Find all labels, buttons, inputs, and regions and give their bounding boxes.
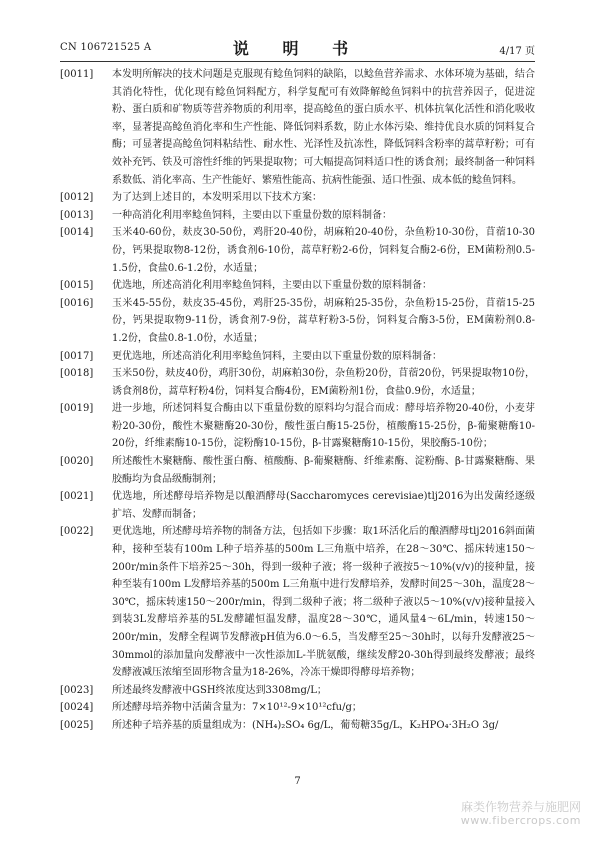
paragraph-text: 进一步地，所述饲料复合酶由以下重量份数的原料均匀混合而成：酵母培养物20-40份，小麦芽粉20-30份，酸性木聚糖酶20-30份，酸性蛋白酶15-25份，植酸酶15-25份，β-葡聚糖酶10-20份，纤维素酶10-15份，淀粉酶10-15份，β-甘露聚糖酶10-15份，果胶酶5-10份； bbox=[112, 403, 535, 450]
paragraph bbox=[60, 365, 535, 400]
paragraph bbox=[60, 207, 535, 225]
paragraph-number: [0016] bbox=[60, 297, 94, 309]
document-title: 说 明 书 bbox=[232, 39, 363, 58]
paragraph-text: 更优选地，所述高消化利用率鲶鱼饲料，主要由以下重量份数的原料制备： bbox=[112, 350, 442, 362]
paragraph-text: 优选地，所述酵母培养物是以酿酒酵母(Saccharomyces cerevisiae)tlj2016为出发菌经逐级扩培、发酵而制备； bbox=[112, 491, 535, 520]
paragraph bbox=[60, 453, 535, 488]
paragraph-number: [0025] bbox=[60, 719, 94, 731]
paragraph-number: [0020] bbox=[60, 456, 94, 468]
paragraph bbox=[60, 295, 535, 348]
page-indicator: 4/17 页 bbox=[499, 46, 535, 57]
paragraph-number: [0024] bbox=[60, 702, 94, 714]
paragraph-number: [0017] bbox=[60, 350, 94, 362]
paragraph-text: 本发明所解决的技术问题是克服现有鲶鱼饲料的缺陷，以鲶鱼营养需求、水体环境为基础，结合其消化特性，优化现有鲶鱼饲料配方，科学复配可有效降解鲶鱼饲料中的抗营养因子，促进淀粉、蛋白质和矿物质等营养物质的利用率，提高鲶鱼的蛋白质水平、机体抗氧化活性和消化吸收率，显著提高鲶鱼消化率和生产性能、降低饲料系数，防止水体污染、维持优良水质的饲料复合酶；可显著提高鲶鱼饲料粘结性、耐水性、光泽性及抗冻性，降低饲料含粉率的蒿草籽粉；可有效补充钙、铁及可溶性纤维的钙果提取物；可大幅提高饲料适口性的诱食剂；最终制备一种饲料系数低、消化率高、生产性能好、繁殖性能高、抗病性能强、适口性强、成本低的鲶鱼饲料。 bbox=[112, 69, 535, 186]
paragraph-text: 所述酸性木聚糖酶、酸性蛋白酶、植酸酶、β-葡聚糖酶、纤维素酶、淀粉酶、β-甘露聚糖酶、果胶酶均为食品级酶制剂； bbox=[112, 456, 535, 485]
publication-number: CN 106721525 A bbox=[60, 42, 152, 53]
header-divider bbox=[60, 61, 535, 62]
page-header bbox=[60, 36, 535, 58]
paragraph bbox=[60, 488, 535, 523]
paragraph-text: 玉米45-55份，麸皮35-45份，鸡肝25-35份，胡麻粕25-35份，杂鱼粉15-25份，苜蓿15-25份，钙果提取物9-11份，诱食剂7-9份，蒿草籽粉3-5份，饲料复合酶3-5份，EM菌粉剂0.8-1.2份，食盐0.8-1.0份，水适量； bbox=[112, 297, 535, 344]
paragraph-text: 为了达到上述目的，本发明采用以下技术方案： bbox=[112, 192, 322, 204]
paragraph bbox=[60, 189, 535, 207]
document-body bbox=[60, 66, 535, 735]
paragraph bbox=[60, 523, 535, 681]
paragraph bbox=[60, 348, 535, 366]
footer-page-number: 7 bbox=[294, 776, 301, 787]
paragraph-text: 所述最终发酵液中GSH终浓度达到3308mg/L； bbox=[112, 684, 327, 696]
paragraph bbox=[60, 400, 535, 453]
paragraph bbox=[60, 66, 535, 189]
paragraph bbox=[60, 699, 535, 717]
paragraph-number: [0013] bbox=[60, 209, 94, 221]
paragraph-text: 更优选地，所述酵母培养物的制备方法，包括如下步骤：取1环活化后的酿酒酵母tlj2016斜面菌种，接种至装有100m L种子培养基的500m L三角瓶中培养，在28～30℃、摇床转速150～200r/min条件下培养25～30h，得到一级种子液；将一级种子液按5～10%(v/v)的接种量，接种至装有100m L发酵培养基的500m L三角瓶中进行发酵培养，发酵时间25～30h，温度28～30℃，摇床转速150～200r/min，得到二级种子液；将二级种子液以5～10%(v/v)接种量接入到装3L发酵培养基的5L发酵罐恒温发酵，温度28～30℃，通风量4～6L/min，转速150～200r/min，发酵全程调节发酵液pH值为6.0～6.5，当发酵至25～30h时，以每升发酵液25～30mmol的添加量向发酵液中一次性添加L-半胱氨酸，继续发酵20-30h得到最终发酵液；最终发酵液减压浓缩至固形物含量为18-26%，冷冻干燥即得酵母培养物； bbox=[112, 526, 535, 679]
paragraph-text: 优选地，所述高消化利用率鲶鱼饲料，主要由以下重量份数的原料制备： bbox=[112, 280, 432, 292]
watermark-url: www.fibercrops.com bbox=[460, 814, 581, 827]
paragraph-number: [0015] bbox=[60, 280, 94, 292]
paragraph-text: 玉米40-60份，麸皮30-50份，鸡肝20-40份，胡麻粕20-40份，杂鱼粉10-30份，苜蓿10-30份，钙果提取物8-12份，诱食剂6-10份，蒿草籽粉2-6份，饲料复合酶2-6份，EM菌粉剂0.5-1.5份，食盐0.6-1.2份，水适量； bbox=[112, 227, 535, 274]
paragraph-number: [0019] bbox=[60, 403, 94, 415]
site-watermark bbox=[461, 800, 581, 828]
paragraph-text: 所述种子培养基的质量组成为：(NH₄)₂SO₄ 6g/L，葡萄糖35g/L，K₂HPO₄·3H₂O 3g/ bbox=[112, 719, 499, 731]
paragraph-number: [0021] bbox=[60, 491, 94, 503]
paragraph bbox=[60, 682, 535, 700]
paragraph bbox=[60, 277, 535, 295]
paragraph-number: [0011] bbox=[60, 69, 94, 80]
paragraph-number: [0023] bbox=[60, 684, 94, 696]
paragraph bbox=[60, 224, 535, 277]
paragraph-number: [0022] bbox=[60, 526, 94, 538]
paragraph-number: [0014] bbox=[60, 227, 94, 239]
paragraph-text: 一种高消化利用率鲶鱼饲料，主要由以下重量份数的原料制备： bbox=[112, 209, 392, 221]
paragraph-text: 玉米50份，麸皮40份，鸡肝30份，胡麻粕30份，杂鱼粉20份，苜蓿20份，钙果提取物10份，诱食剂8份，蒿草籽粉4份，饲料复合酶4份，EM菌粉剂1份，食盐0.9份，水适量； bbox=[112, 368, 535, 397]
paragraph-number: [0018] bbox=[60, 368, 94, 380]
paragraph-text: 所述酵母培养物中活菌含量为：7×10¹²-9×10¹²cfu/g； bbox=[112, 702, 362, 714]
paragraph bbox=[60, 717, 535, 735]
paragraph-number: [0012] bbox=[60, 192, 94, 204]
watermark-site-name: 麻类作物营养与施肥网 bbox=[460, 800, 581, 814]
